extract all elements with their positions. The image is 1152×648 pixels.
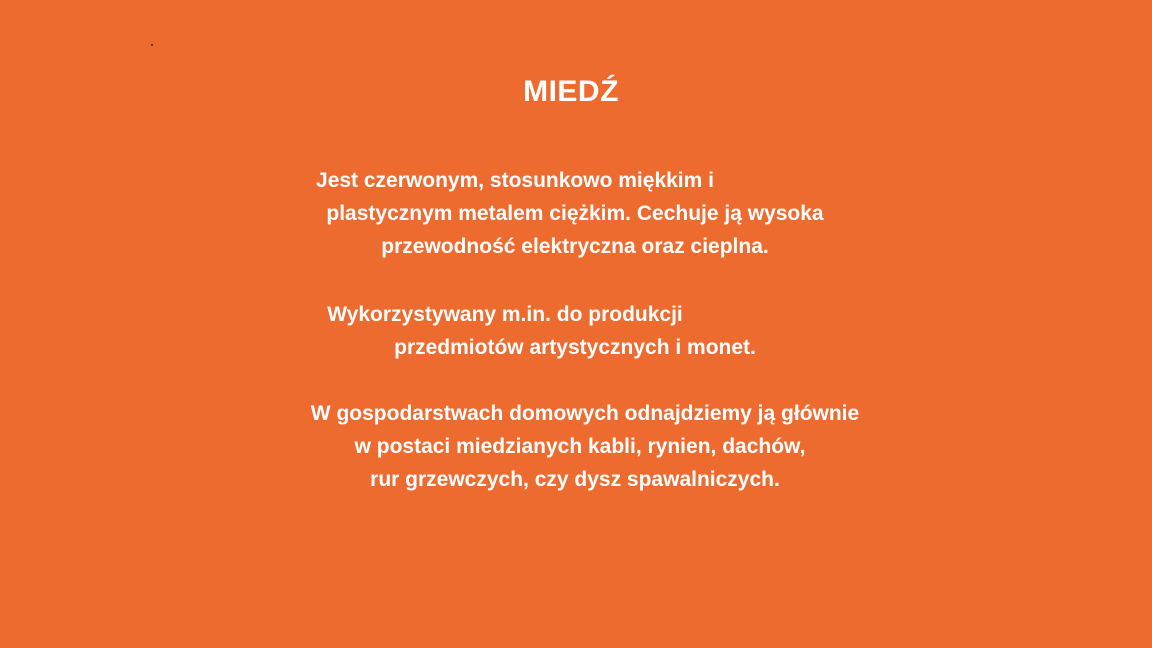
paragraph-household xyxy=(0,397,1152,496)
paragraph-line: plastycznym metalem ciężkim. Cechuje ją wysoka xyxy=(326,202,824,225)
paragraph-line: przedmiotów artystycznych i monet. xyxy=(394,336,756,359)
paragraph-line: Jest czerwonym, stosunkowo miękkim i xyxy=(316,169,714,192)
paragraph-line: rur grzewczych, czy dysz spawalniczych. xyxy=(370,468,780,491)
slide-title: MIEDŹ xyxy=(523,75,619,108)
paragraph-line: W gospodarstwach domowych odnajdziemy ją głównie xyxy=(310,402,860,425)
paragraph-usage xyxy=(0,298,1152,364)
paragraph-line: przewodność elektryczna oraz cieplna. xyxy=(381,235,769,258)
stray-dot-mark xyxy=(151,44,153,46)
paragraph-line: w postaci miedzianych kabli, rynien, dachów, xyxy=(354,435,806,458)
paragraph-line: Wykorzystywany m.in. do produkcji xyxy=(327,303,683,326)
paragraph-description xyxy=(0,164,1152,263)
